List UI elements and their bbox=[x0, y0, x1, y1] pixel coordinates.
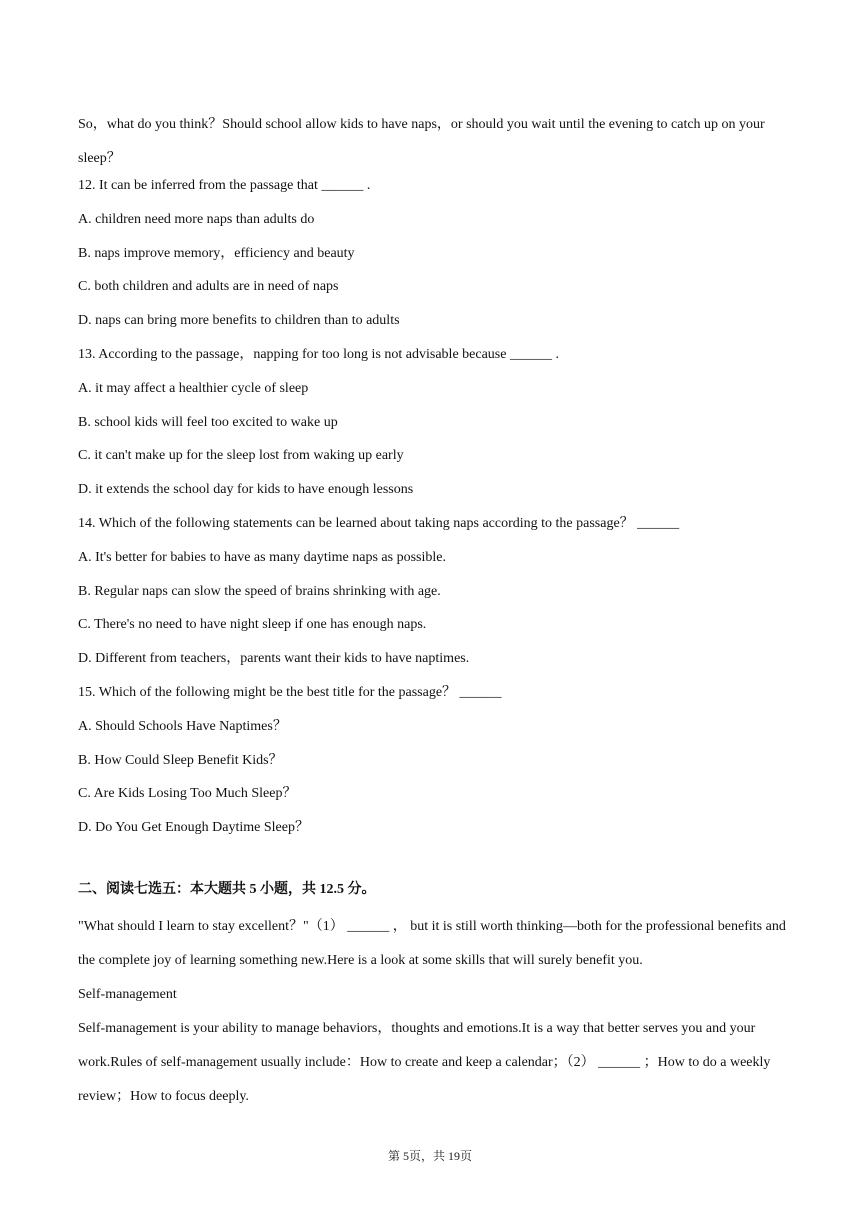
passage-closing-paragraph: So，what do you think？Should school allow kids to have naps，or should you wait until the evening to catch up on your sleep？ bbox=[78, 117, 765, 166]
question-stem: 12. It can be inferred from the passage that ______ . bbox=[78, 178, 371, 193]
self-management-paragraph: Self-management is your ability to manage behaviors，thoughts and emotions.It is a way that better serves you and your work.Rules of self-management usually include：How to create and keep a calendar；（2） ______ ；How to do a weekly review；How to focus deeply. bbox=[78, 1021, 771, 1105]
option-a: A. Should Schools Have Naptimes？ bbox=[78, 718, 287, 734]
option-a: A. It's better for babies to have as many daytime naps as possible. bbox=[78, 549, 446, 565]
option-d: D. it extends the school day for kids to have enough lessons bbox=[78, 482, 414, 498]
question-stem: 14. Which of the following statements can be learned about taking naps according to the passage？ ______ bbox=[78, 515, 680, 531]
option-c: C. Are Kids Losing Too Much Sleep？ bbox=[78, 786, 297, 802]
question-15 bbox=[78, 683, 788, 838]
question-12 bbox=[78, 176, 788, 331]
question-stem: 13. According to the passage，napping for too long is not advisable because ______ . bbox=[78, 346, 559, 362]
section-intro-paragraph: "What should I learn to stay excellent？"（1） ______ ， but it is still worth thinking—both for the professional benefits and the complete joy of learning something new.Here is a look at some skills that will surely benefit you. bbox=[78, 919, 786, 969]
option-b: B. naps improve memory，efficiency and beauty bbox=[78, 245, 355, 261]
question-14 bbox=[78, 514, 788, 669]
subheading: Self-management bbox=[78, 987, 177, 1003]
question-13 bbox=[78, 345, 788, 500]
option-c: C. it can't make up for the sleep lost from waking up early bbox=[78, 448, 404, 464]
option-c: C. both children and adults are in need of naps bbox=[78, 279, 339, 295]
question-stem: 15. Which of the following might be the best title for the passage？ ______ bbox=[78, 684, 502, 700]
page-footer: 第 5页，共 19页 bbox=[387, 1149, 472, 1163]
section-title: 二、阅读七选五：本大题共 5 小题，共 12.5 分。 bbox=[78, 882, 376, 898]
option-b: B. Regular naps can slow the speed of brains shrinking with age. bbox=[78, 583, 441, 599]
option-b: B. How Could Sleep Benefit Kids？ bbox=[78, 752, 283, 768]
option-b: B. school kids will feel too excited to wake up bbox=[78, 414, 338, 430]
option-d: D. Do You Get Enough Daytime Sleep？ bbox=[78, 820, 309, 836]
option-a: A. it may affect a healthier cycle of sleep bbox=[78, 380, 309, 396]
option-a: A. children need more naps than adults do bbox=[78, 211, 315, 227]
option-d: D. naps can bring more benefits to children than to adults bbox=[78, 313, 400, 329]
page-content bbox=[78, 108, 788, 1114]
option-d: D. Different from teachers，parents want their kids to have naptimes. bbox=[78, 651, 470, 667]
option-c: C. There's no need to have night sleep if one has enough naps. bbox=[78, 617, 427, 633]
